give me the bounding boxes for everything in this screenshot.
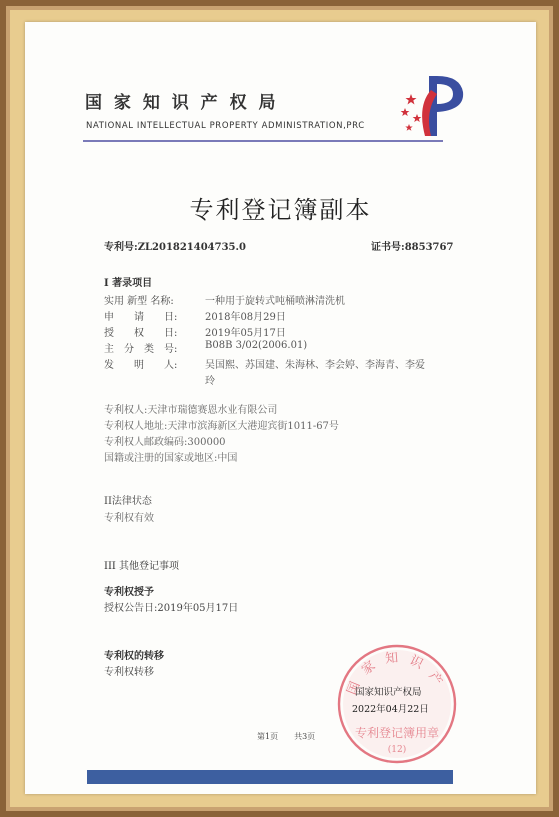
grant-heading: 专利权授予	[104, 587, 154, 598]
agency-name-cn: 国 家 知 识 产 权 局	[85, 93, 279, 113]
grant-date: 2019年05月17日	[205, 328, 286, 339]
page-number: 第1页 共3页	[257, 732, 316, 741]
seal-arc-text: 国 家 知 识 产	[344, 650, 447, 698]
application-date: 2018年08月29日	[205, 312, 286, 323]
certificate-number: 证书号:8853767	[371, 242, 454, 253]
agency-name-en: NATIONAL INTELLECTUAL PROPERTY ADMINISTRATION,PRC	[86, 121, 365, 131]
inventors: 吴国熙、苏国建、朱海林、李会婷、李海青、李爱	[205, 360, 425, 371]
utility-model-name: 一种用于旋转式吨桶喷淋清洗机	[205, 296, 345, 307]
patentee: 专利权人:天津市瑞德赛恩水业有限公司	[104, 405, 278, 416]
patentee-postcode: 专利权人邮政编码:300000	[104, 437, 226, 448]
cnipa-logo-icon	[397, 72, 469, 138]
field-label: 实用 新型 名称:	[104, 296, 174, 307]
nationality: 国籍或注册的国家或地区:中国	[104, 453, 238, 464]
seal-name-text: 专利登记簿用章	[354, 726, 440, 740]
header-rule	[83, 140, 443, 142]
section-2-heading: II法律状态	[104, 496, 152, 507]
seal-number-text: (12)	[387, 745, 407, 755]
section-1-heading: I 著录项目	[104, 278, 153, 289]
field-label: 主 分 类 号:	[104, 344, 178, 355]
inventors-continued: 玲	[205, 376, 215, 387]
document-title: 专利登记簿副本	[189, 196, 372, 224]
seal-agency: 国家知识产权局	[355, 687, 422, 698]
bottom-blue-bar	[87, 770, 453, 784]
field-label: 申 请 日:	[104, 312, 178, 323]
transfer-heading: 专利权的转移	[104, 651, 164, 662]
seal-date: 2022年04月22日	[352, 704, 429, 715]
transfer-line: 专利权转移	[104, 667, 154, 678]
patentee-address: 专利权人地址:天津市滨海新区大港迎宾街1011-67号	[104, 421, 339, 432]
legal-status: 专利权有效	[104, 513, 154, 524]
grant-announcement-date: 授权公告日:2019年05月17日	[104, 603, 239, 614]
patent-number: 专利号:ZL201821404735.0	[104, 242, 246, 253]
section-3-heading: III 其他登记事项	[104, 561, 180, 572]
field-label: 授 权 日:	[104, 328, 178, 339]
field-label: 发 明 人:	[104, 360, 178, 371]
main-classification: B08B 3/02(2006.01)	[205, 340, 308, 351]
document-paper	[25, 22, 536, 794]
